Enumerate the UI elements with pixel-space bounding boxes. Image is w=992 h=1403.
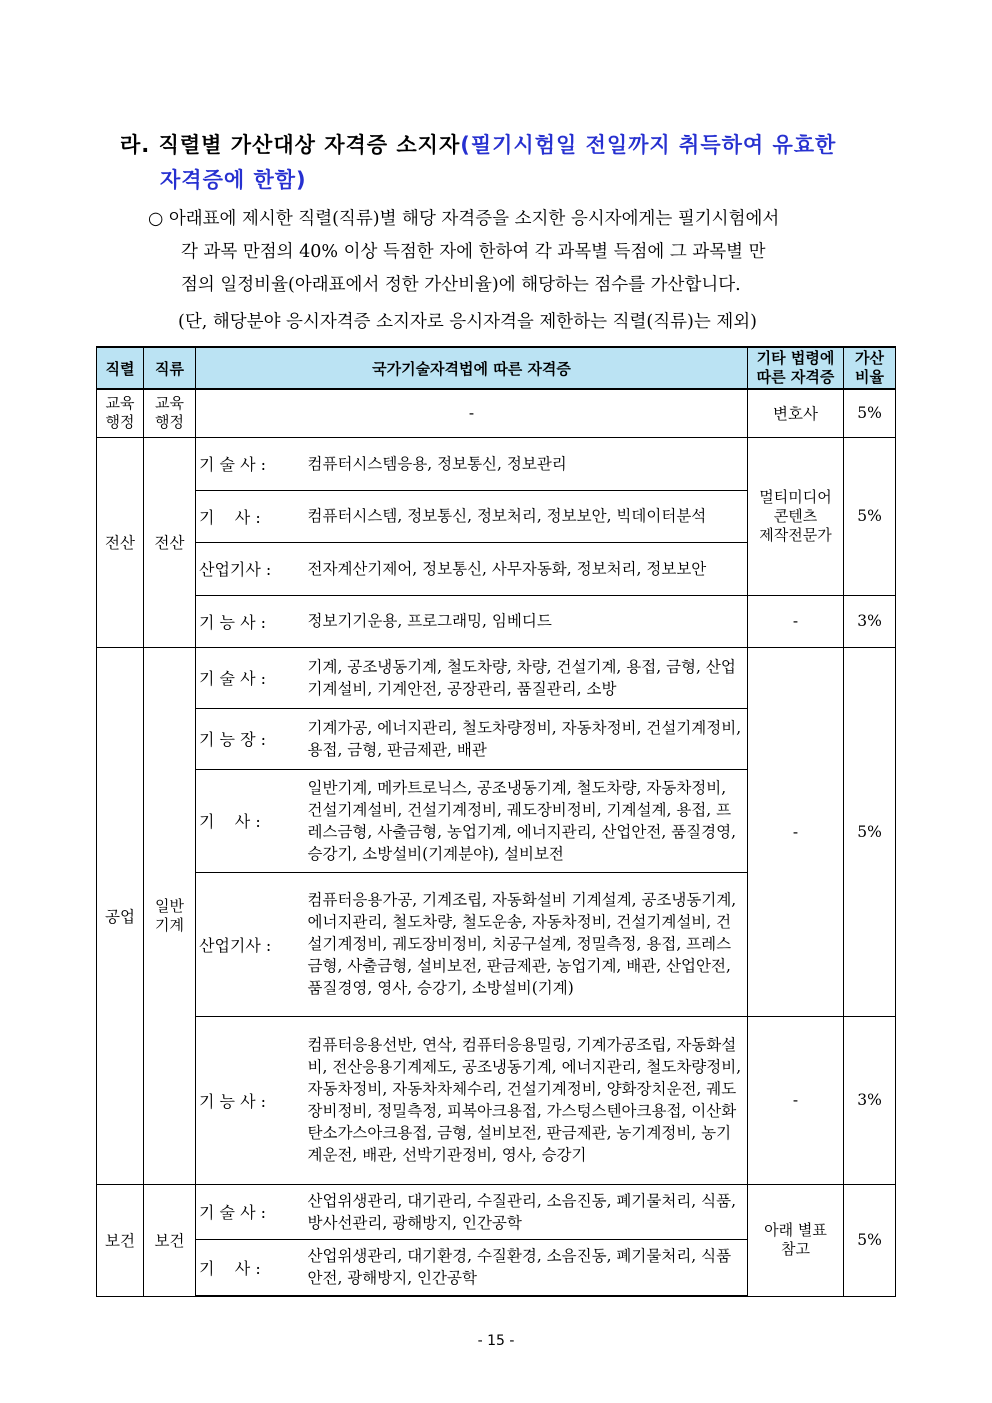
rate-cell: 5% <box>844 389 896 437</box>
header-other: 기타 법령에 따른 자격증 <box>748 347 844 389</box>
cert-list: 컴퓨터시스템응용, 정보통신, 정보관리 <box>302 437 748 490</box>
cert-list: 컴퓨터시스템, 정보통신, 정보처리, 정보보안, 빅데이터분석 <box>302 490 748 542</box>
cert-list: 기계가공, 에너지관리, 철도차량정비, 자동차정비, 건설기계정비, 용접, 금형, 판금제관, 배관 <box>302 708 748 769</box>
series-cell: 보건 <box>97 1184 144 1296</box>
bonus-certificate-table <box>96 346 896 1297</box>
header-rate: 가산 비율 <box>844 347 896 389</box>
grade-label: 기 술 사 : <box>196 647 302 708</box>
table-row <box>97 647 896 708</box>
heading-accent: (필기시험일 전일까지 취득하여 유효한 <box>460 133 837 157</box>
other-cell: 아래 별표 참고 <box>748 1184 844 1296</box>
grade-label: 산업기사 : <box>196 542 302 595</box>
other-cell: 변호사 <box>748 389 844 437</box>
table-header-row <box>97 347 896 389</box>
header-national: 국가기술자격법에 따른 자격증 <box>196 347 748 389</box>
header-class: 직류 <box>144 347 196 389</box>
cert-list: 일반기계, 메카트로닉스, 공조냉동기계, 철도차량, 자동차정비, 건설기계설비, 건설기계정비, 궤도장비정비, 기계설계, 용접, 프레스금형, 사출금형, 농업기계, 에너지관리, 산업안전, 품질경영, 승강기, 소방설비(기계분야), 설비보전 <box>302 769 748 872</box>
cert-list: 전자계산기제어, 정보통신, 사무자동화, 정보처리, 정보보안 <box>302 542 748 595</box>
cert-list: 기계, 공조냉동기계, 철도차량, 차량, 건설기계, 용접, 금형, 산업기계설비, 기계안전, 공장관리, 품질관리, 소방 <box>302 647 748 708</box>
intro-line-1: ○ 아래표에 제시한 직렬(직류)별 해당 자격증을 소지한 응시자에게는 필기시험에서 <box>148 209 780 229</box>
cert-list: 컴퓨터응용선반, 연삭, 컴퓨터응용밀링, 기계가공조립, 자동화설비, 전산응용기계제도, 공조냉동기계, 에너지관리, 철도차량정비, 자동차정비, 자동차차체수리, 건설기계정비, 양화장치운전, 궤도장비정비, 정밀측정, 피복아크용접, 가스텅스텐아크용접, 이산화탄소가스아크용접, 금형, 설비보전, 판금제관, 농기계정비, 농기계운전, 배관, 선박기관정비, 영사, 승강기 <box>302 1016 748 1184</box>
table-row <box>97 1184 896 1239</box>
cert-list: 정보기기운용, 프로그래밍, 임베디드 <box>302 595 748 647</box>
class-cell: 교육 행정 <box>144 389 196 437</box>
other-cell: - <box>748 1016 844 1184</box>
series-cell: 교육 행정 <box>97 389 144 437</box>
grade-label: 기 술 사 : <box>196 437 302 490</box>
cert-list: 산업위생관리, 대기환경, 수질환경, 소음진동, 폐기물처리, 식품안전, 광해방지, 인간공학 <box>302 1239 748 1296</box>
section-heading <box>120 128 900 198</box>
grade-label: 기 사 : <box>196 490 302 542</box>
grade-label: 기 능 사 : <box>196 595 302 647</box>
header-series: 직렬 <box>97 347 144 389</box>
grade-label: 기 술 사 : <box>196 1184 302 1239</box>
rate-cell: 5% <box>844 647 896 1016</box>
class-cell: 전산 <box>144 437 196 647</box>
series-cell: 공업 <box>97 647 144 1184</box>
intro-line-2: 각 과목 만점의 40% 이상 득점한 자에 한하여 각 과목별 득점에 그 과목별 만 <box>181 242 766 262</box>
cert-list: 컴퓨터응용가공, 기계조립, 자동화설비 기계설계, 공조냉동기계, 에너지관리, 철도차량, 철도운송, 자동차정비, 건설기계설비, 건설기계정비, 궤도장비정비, 치공구설계, 정밀측정, 용접, 프레스금형, 사출금형, 설비보전, 판금제관, 농업기계, 배관, 산업안전, 품질경영, 영사, 승강기, 소방설비(기계) <box>302 872 748 1016</box>
grade-label: 산업기사 : <box>196 872 302 1016</box>
grade-label: 기 사 : <box>196 1239 302 1296</box>
intro-paragraph <box>148 203 898 302</box>
grade-label: 기 능 사 : <box>196 1016 302 1184</box>
table-row <box>97 389 896 437</box>
other-cell: - <box>748 595 844 647</box>
intro-line-3: 점의 일정비율(아래표에서 정한 가산비율)에 해당하는 점수를 가산합니다. <box>181 275 741 295</box>
other-cell: - <box>748 647 844 1016</box>
intro-note: (단, 해당분야 응시자격증 소지자로 응시자격을 제한하는 직렬(직류)는 제외) <box>178 312 757 332</box>
other-cell: 멀티미디어 콘텐츠 제작전문가 <box>748 437 844 595</box>
table-row <box>97 437 896 490</box>
rate-cell: 5% <box>844 437 896 595</box>
class-cell: 보건 <box>144 1184 196 1296</box>
rate-cell: 3% <box>844 1016 896 1184</box>
grade-label: 기 사 : <box>196 769 302 872</box>
national-cell: - <box>196 389 748 437</box>
table-row <box>97 595 896 647</box>
class-cell: 일반 기계 <box>144 647 196 1184</box>
cert-list: 산업위생관리, 대기관리, 수질관리, 소음진동, 폐기물처리, 식품, 방사선관리, 광해방지, 인간공학 <box>302 1184 748 1239</box>
rate-cell: 3% <box>844 595 896 647</box>
page-number: - 15 - <box>477 1333 515 1349</box>
rate-cell: 5% <box>844 1184 896 1296</box>
heading-accent-line2: 자격증에 한함) <box>160 168 307 192</box>
table-row <box>97 1016 896 1184</box>
series-cell: 전산 <box>97 437 144 647</box>
grade-label: 기 능 장 : <box>196 708 302 769</box>
heading-prefix: 라. 직렬별 가산대상 자격증 소지자 <box>120 133 461 157</box>
